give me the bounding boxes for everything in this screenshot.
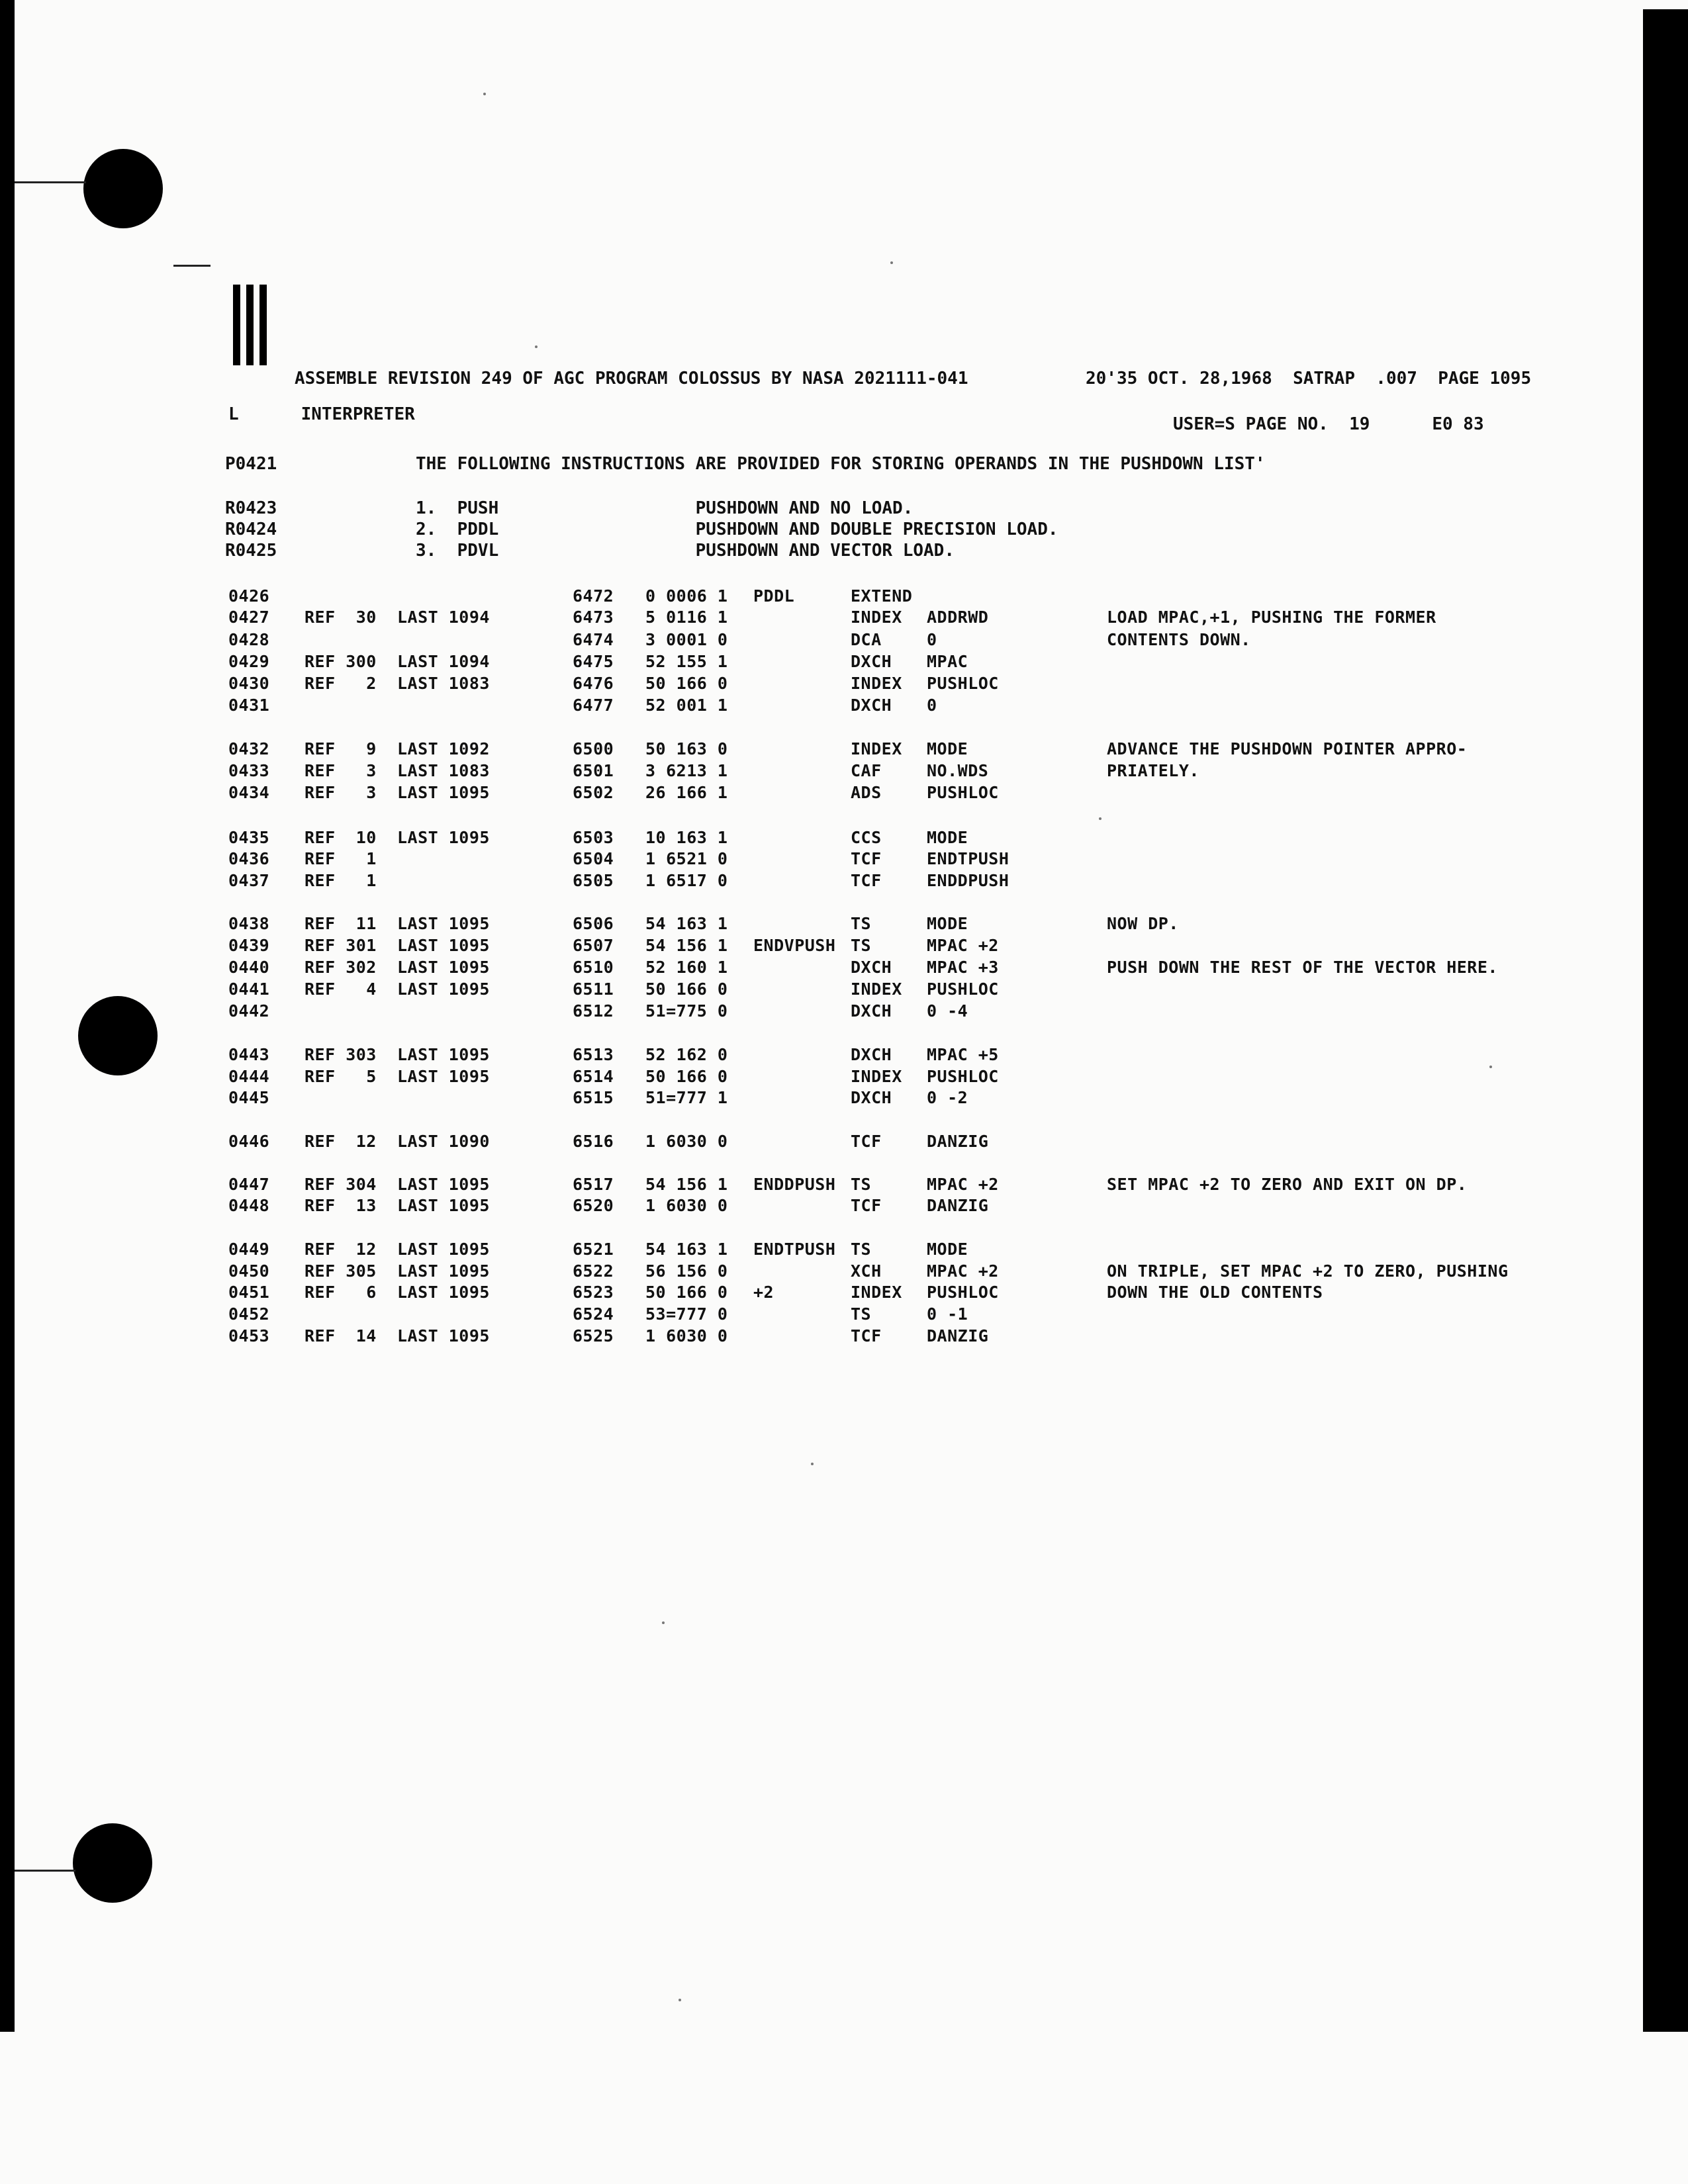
intro-text: 1. PUSH PUSHDOWN AND NO LOAD. <box>416 498 914 518</box>
opcode: CAF <box>851 761 882 780</box>
machine-code: 1 6521 0 <box>645 849 728 868</box>
card-number: 0441 <box>228 979 270 999</box>
address: 6503 <box>573 828 614 847</box>
machine-code: 0 0006 1 <box>645 586 728 606</box>
symbol-label: ENDDPUSH <box>753 1175 836 1194</box>
machine-code: 1 6030 0 <box>645 1132 728 1151</box>
comment: DOWN THE OLD CONTENTS <box>1107 1283 1323 1302</box>
operand: MODE <box>927 739 968 758</box>
operand: DANZIG <box>927 1326 989 1345</box>
card-number: 0443 <box>228 1045 270 1064</box>
machine-code: 54 156 1 <box>645 1175 728 1194</box>
card-number: 0445 <box>228 1088 270 1107</box>
machine-code: 52 001 1 <box>645 696 728 715</box>
operand: 0 -1 <box>927 1304 968 1324</box>
opcode: DCA <box>851 630 882 649</box>
card-number: 0440 <box>228 958 270 977</box>
operand: MODE <box>927 828 968 847</box>
card-number: 0426 <box>228 586 270 606</box>
opcode: INDEX <box>851 979 902 999</box>
operand: PUSHLOC <box>927 1283 999 1302</box>
machine-code: 50 166 0 <box>645 1283 728 1302</box>
ref-info: REF 9 LAST 1092 <box>305 739 490 758</box>
symbol-label: +2 <box>753 1283 774 1302</box>
scan-speck <box>535 345 538 348</box>
operand: ENDTPUSH <box>927 849 1009 868</box>
intro-text: 2. PDDL PUSHDOWN AND DOUBLE PRECISION LOAD. <box>416 520 1058 539</box>
address: 6504 <box>573 849 614 868</box>
opcode: DXCH <box>851 1088 892 1107</box>
opcode: DXCH <box>851 958 892 977</box>
opcode: ADS <box>851 783 882 802</box>
comment: PRIATELY. <box>1107 761 1199 780</box>
card-number: 0433 <box>228 761 270 780</box>
machine-code: 1 6030 0 <box>645 1196 728 1215</box>
opcode: INDEX <box>851 608 902 627</box>
ref-info: REF 1 <box>305 849 377 868</box>
address: 6502 <box>573 783 614 802</box>
card-number: 0437 <box>228 871 270 890</box>
opcode: TCF <box>851 1132 882 1151</box>
machine-code: 52 160 1 <box>645 958 728 977</box>
ref-info: REF 12 LAST 1095 <box>305 1240 490 1259</box>
operand: MPAC +5 <box>927 1045 999 1064</box>
opcode: DXCH <box>851 1045 892 1064</box>
ref-info: REF 300 LAST 1094 <box>305 652 490 671</box>
scan-border-left <box>0 0 15 2032</box>
ref-info: REF 12 LAST 1090 <box>305 1132 490 1151</box>
machine-code: 3 6213 1 <box>645 761 728 780</box>
hole-mark <box>15 181 86 183</box>
operand: MPAC +3 <box>927 958 999 977</box>
address: 6510 <box>573 958 614 977</box>
opcode: INDEX <box>851 739 902 758</box>
card-number: 0451 <box>228 1283 270 1302</box>
ref-info: REF 3 LAST 1095 <box>305 783 490 802</box>
machine-code: 52 155 1 <box>645 652 728 671</box>
card-number: 0442 <box>228 1001 270 1021</box>
address: 6515 <box>573 1088 614 1107</box>
machine-code: 51=777 1 <box>645 1088 728 1107</box>
comment: NOW DP. <box>1107 914 1179 933</box>
comment: SET MPAC +2 TO ZERO AND EXIT ON DP. <box>1107 1175 1468 1194</box>
card-number: 0444 <box>228 1067 270 1086</box>
ref-info: REF 1 <box>305 871 377 890</box>
machine-code: 5 0116 1 <box>645 608 728 627</box>
opcode: TCF <box>851 849 882 868</box>
scan-speck <box>890 261 893 264</box>
header-section: L INTERPRETER <box>228 404 415 424</box>
symbol-label: PDDL <box>753 586 795 606</box>
header-title: ASSEMBLE REVISION 249 OF AGC PROGRAM COLOSSUS BY NASA 2021111-041 <box>295 369 968 388</box>
comment: ADVANCE THE PUSHDOWN POINTER APPRO- <box>1107 739 1468 758</box>
operand: MODE <box>927 1240 968 1259</box>
machine-code: 54 163 1 <box>645 1240 728 1259</box>
opcode: XCH <box>851 1261 882 1281</box>
ref-info: REF 11 LAST 1095 <box>305 914 490 933</box>
address: 6521 <box>573 1240 614 1259</box>
card-number: 0453 <box>228 1326 270 1345</box>
card-number: 0449 <box>228 1240 270 1259</box>
operand: MPAC +2 <box>927 1175 999 1194</box>
header-user-page: USER=S PAGE NO. 19 E0 83 <box>1173 414 1484 434</box>
scan-speck <box>679 1999 681 2001</box>
card-number: 0432 <box>228 739 270 758</box>
card-number: 0429 <box>228 652 270 671</box>
address: 6472 <box>573 586 614 606</box>
opcode: TS <box>851 1240 872 1259</box>
address: 6500 <box>573 739 614 758</box>
punch-hole-middle <box>78 996 158 1075</box>
ref-info: REF 2 LAST 1083 <box>305 674 490 693</box>
punch-hole-top <box>83 149 163 228</box>
header-date-page: 20'35 OCT. 28,1968 SATRAP .007 PAGE 1095 <box>1086 369 1532 388</box>
opcode: CCS <box>851 828 882 847</box>
opcode: TCF <box>851 1326 882 1345</box>
intro-card: R0424 <box>225 520 277 539</box>
ref-info: REF 302 LAST 1095 <box>305 958 490 977</box>
address: 6477 <box>573 696 614 715</box>
opcode: TS <box>851 1175 872 1194</box>
operand: ENDDPUSH <box>927 871 1009 890</box>
opcode: INDEX <box>851 1283 902 1302</box>
address: 6524 <box>573 1304 614 1324</box>
ref-info: REF 6 LAST 1095 <box>305 1283 490 1302</box>
card-number: 0431 <box>228 696 270 715</box>
address: 6501 <box>573 761 614 780</box>
opcode: TCF <box>851 871 882 890</box>
hole-mark <box>15 1870 75 1872</box>
address: 6516 <box>573 1132 614 1151</box>
scan-border-right <box>1643 9 1688 2032</box>
card-number: 0439 <box>228 936 270 955</box>
ref-info: REF 5 LAST 1095 <box>305 1067 490 1086</box>
scan-speck <box>662 1621 665 1624</box>
machine-code: 54 163 1 <box>645 914 728 933</box>
operand: DANZIG <box>927 1196 989 1215</box>
comment: CONTENTS DOWN. <box>1107 630 1251 649</box>
ref-info: REF 3 LAST 1083 <box>305 761 490 780</box>
punch-hole-bottom <box>73 1823 152 1903</box>
operand: MPAC <box>927 652 968 671</box>
machine-code: 52 162 0 <box>645 1045 728 1064</box>
operand: DANZIG <box>927 1132 989 1151</box>
card-number: 0436 <box>228 849 270 868</box>
comment: PUSH DOWN THE REST OF THE VECTOR HERE. <box>1107 958 1498 977</box>
card-number: 0447 <box>228 1175 270 1194</box>
operand: 0 -4 <box>927 1001 968 1021</box>
machine-code: 3 0001 0 <box>645 630 728 649</box>
machine-code: 50 166 0 <box>645 1067 728 1086</box>
address: 6522 <box>573 1261 614 1281</box>
machine-code: 50 166 0 <box>645 979 728 999</box>
card-number: 0450 <box>228 1261 270 1281</box>
machine-code: 56 156 0 <box>645 1261 728 1281</box>
card-number: 0435 <box>228 828 270 847</box>
address: 6505 <box>573 871 614 890</box>
ref-info: REF 10 LAST 1095 <box>305 828 490 847</box>
intro-card: R0425 <box>225 541 277 561</box>
machine-code: 1 6030 0 <box>645 1326 728 1345</box>
intro-text: 3. PDVL PUSHDOWN AND VECTOR LOAD. <box>416 541 955 561</box>
opcode: TS <box>851 936 872 955</box>
operand: 0 <box>927 630 937 649</box>
printer-marker <box>259 285 267 365</box>
address: 6523 <box>573 1283 614 1302</box>
ref-info: REF 301 LAST 1095 <box>305 936 490 955</box>
card-number: 0446 <box>228 1132 270 1151</box>
card-number: 0438 <box>228 914 270 933</box>
ref-info: REF 13 LAST 1095 <box>305 1196 490 1215</box>
scan-speck <box>811 1463 814 1465</box>
machine-code: 50 163 0 <box>645 739 728 758</box>
ref-info: REF 303 LAST 1095 <box>305 1045 490 1064</box>
card-number: 0452 <box>228 1304 270 1324</box>
symbol-label: ENDTPUSH <box>753 1240 836 1259</box>
address: 6520 <box>573 1196 614 1215</box>
machine-code: 1 6517 0 <box>645 871 728 890</box>
address: 6512 <box>573 1001 614 1021</box>
machine-code: 26 166 1 <box>645 783 728 802</box>
address: 6474 <box>573 630 614 649</box>
printer-marker <box>233 285 240 365</box>
operand: MPAC +2 <box>927 1261 999 1281</box>
address: 6514 <box>573 1067 614 1086</box>
ref-info: REF 14 LAST 1095 <box>305 1326 490 1345</box>
scan-speck <box>1099 817 1102 820</box>
opcode: EXTEND <box>851 586 913 606</box>
opcode: TCF <box>851 1196 882 1215</box>
address: 6513 <box>573 1045 614 1064</box>
opcode: TS <box>851 914 872 933</box>
opcode: DXCH <box>851 696 892 715</box>
operand: 0 -2 <box>927 1088 968 1107</box>
ref-info: REF 305 LAST 1095 <box>305 1261 490 1281</box>
address: 6511 <box>573 979 614 999</box>
card-number: 0428 <box>228 630 270 649</box>
machine-code: 51=775 0 <box>645 1001 728 1021</box>
symbol-label: ENDVPUSH <box>753 936 836 955</box>
ref-info: REF 30 LAST 1094 <box>305 608 490 627</box>
ref-info: REF 304 LAST 1095 <box>305 1175 490 1194</box>
card-number: 0430 <box>228 674 270 693</box>
machine-code: 50 166 0 <box>645 674 728 693</box>
address: 6506 <box>573 914 614 933</box>
address: 6476 <box>573 674 614 693</box>
operand: PUSHLOC <box>927 979 999 999</box>
operand: PUSHLOC <box>927 783 999 802</box>
opcode: TS <box>851 1304 872 1324</box>
scan-speck <box>483 93 486 95</box>
address: 6517 <box>573 1175 614 1194</box>
machine-code: 53=777 0 <box>645 1304 728 1324</box>
opcode: DXCH <box>851 1001 892 1021</box>
card-number: 0427 <box>228 608 270 627</box>
opcode: INDEX <box>851 1067 902 1086</box>
intro-card: P0421 <box>225 454 277 474</box>
address: 6473 <box>573 608 614 627</box>
operand: MPAC +2 <box>927 936 999 955</box>
comment: ON TRIPLE, SET MPAC +2 TO ZERO, PUSHING <box>1107 1261 1509 1281</box>
hole-mark <box>173 265 211 267</box>
card-number: 0434 <box>228 783 270 802</box>
intro-card: R0423 <box>225 498 277 518</box>
operand: 0 <box>927 696 937 715</box>
opcode: INDEX <box>851 674 902 693</box>
operand: MODE <box>927 914 968 933</box>
printer-marker <box>246 285 254 365</box>
ref-info: REF 4 LAST 1095 <box>305 979 490 999</box>
opcode: DXCH <box>851 652 892 671</box>
intro-text: THE FOLLOWING INSTRUCTIONS ARE PROVIDED FOR STORING OPERANDS IN THE PUSHDOWN LIST' <box>416 454 1266 474</box>
address: 6475 <box>573 652 614 671</box>
address: 6507 <box>573 936 614 955</box>
card-number: 0448 <box>228 1196 270 1215</box>
machine-code: 54 156 1 <box>645 936 728 955</box>
operand: PUSHLOC <box>927 1067 999 1086</box>
comment: LOAD MPAC,+1, PUSHING THE FORMER <box>1107 608 1436 627</box>
operand: ADDRWD <box>927 608 989 627</box>
operand: NO.WDS <box>927 761 989 780</box>
address: 6525 <box>573 1326 614 1345</box>
scan-speck <box>1489 1066 1492 1068</box>
machine-code: 10 163 1 <box>645 828 728 847</box>
operand: PUSHLOC <box>927 674 999 693</box>
